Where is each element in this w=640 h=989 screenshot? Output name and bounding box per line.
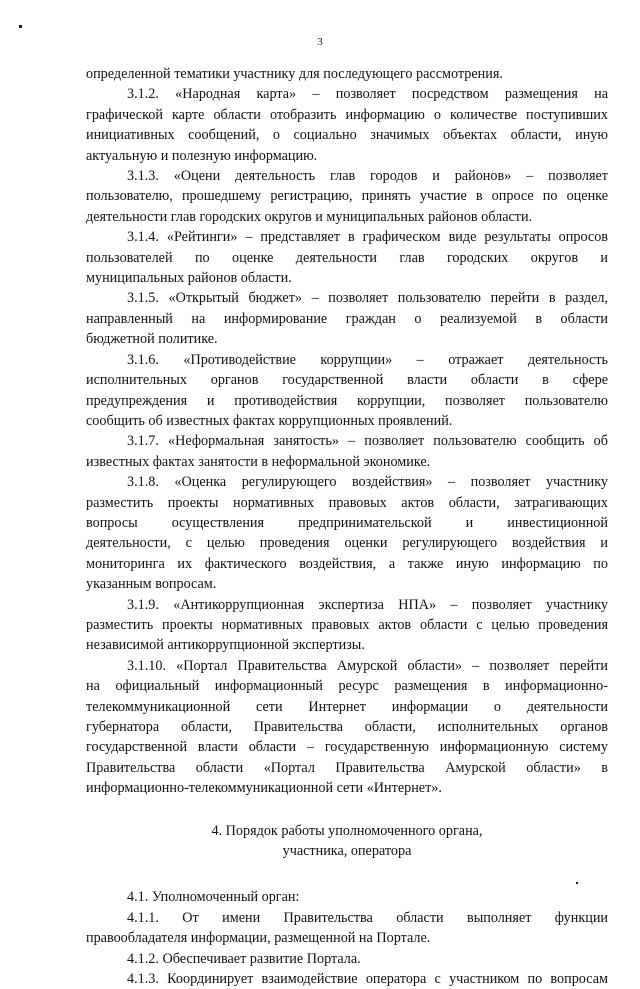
document-body bbox=[86, 64, 608, 989]
text-line: исполнительных органов государственной власти области в сфере bbox=[86, 372, 608, 389]
text-line: 3.1.9. «Антикоррупционная экспертиза НПА» – позволяет участнику bbox=[127, 596, 608, 613]
text-line: пользователей по оценке деятельности глав городских округов и bbox=[86, 249, 608, 266]
text-line: бюджетной политике. bbox=[86, 331, 218, 348]
text-line: 3.1.6. «Противодействие коррупции» – отражает деятельность bbox=[127, 351, 608, 368]
text-line: 3.1.3. «Оцени деятельность глав городов и районов» – позволяет bbox=[127, 168, 608, 185]
text-line: определенной тематики участнику для последующего рассмотрения. bbox=[86, 66, 503, 82]
text-line: информационно-телекоммуникационной сети «Интернет». bbox=[86, 780, 442, 797]
text-line: деятельности, с целью проведения оценки регулирующего воздействия и bbox=[86, 535, 608, 552]
text-line: указанным вопросам. bbox=[86, 576, 217, 593]
text-line: 4.1.3. Координирует взаимодействие оператора с участником по вопросам bbox=[127, 971, 608, 988]
text-line: губернатора области, Правительства области, исполнительных органов bbox=[86, 719, 608, 735]
section-heading-line: 4. Порядок работы уполномоченного органа, bbox=[211, 822, 483, 839]
text-line: 3.1.7. «Неформальная занятость» – позволяет пользователю сообщить об bbox=[127, 433, 608, 450]
text-line: 4.1. Уполномоченный орган: bbox=[127, 889, 300, 906]
text-line: известных фактах занятости в неформальной экономике. bbox=[86, 453, 431, 470]
page-number: 3 bbox=[317, 36, 323, 48]
text-line: 3.1.4. «Рейтинги» – представляет в графическом виде результаты опросов bbox=[127, 229, 608, 246]
text-line: телекоммуникационной сети Интернет информации о деятельности bbox=[86, 698, 608, 715]
scan-speck bbox=[19, 25, 22, 28]
text-line: 4.1.2. Обеспечивает развитие Портала. bbox=[127, 950, 361, 967]
text-line: сообщить об известных фактах коррупционных проявлений. bbox=[86, 412, 453, 429]
text-line: предупреждения и противодействия коррупции, позволяет пользователю bbox=[86, 392, 608, 409]
text-line: на официальный информационный ресурс размещения в информационно- bbox=[86, 678, 608, 695]
text-line: 3.1.2. «Народная карта» – позволяет посредством размещения на bbox=[127, 86, 608, 103]
spacer bbox=[86, 799, 608, 821]
text-line: деятельности глав городских округов и муниципальных районов области. bbox=[86, 208, 533, 225]
text-line: актуальную и полезную информацию. bbox=[86, 147, 318, 164]
spacer bbox=[86, 861, 608, 887]
text-line: разместить проекты нормативных правовых актов области, затрагивающих bbox=[86, 494, 608, 511]
text-line: независимой антикоррупционной экспертизы. bbox=[86, 637, 365, 654]
text-line: графической карте области отобразить информацию о количестве поступивших bbox=[86, 106, 608, 123]
text-line: инициативных сообщений, о социально значимых объектах области, иную bbox=[86, 127, 608, 144]
text-line: государственной власти области – государственную информационную систему bbox=[86, 739, 608, 756]
text-line: Правительства области «Портал Правительства Амурской области» в bbox=[86, 759, 608, 776]
text-line: пользователю, прошедшему регистрацию, принять участие в опросе по оценке bbox=[86, 188, 608, 205]
text-line: мониторинга их фактического воздействия, а также иную информацию по bbox=[86, 555, 608, 572]
text-line: 4.1.1. От имени Правительства области выполняет функции bbox=[127, 909, 608, 926]
text-line: вопросы осуществления предпринимательской и инвестиционной bbox=[86, 514, 608, 531]
text-line: 3.1.10. «Портал Правительства Амурской области» – позволяет перейти bbox=[127, 657, 608, 674]
text-line: разместить проекты нормативных правовых актов области с целью проведения bbox=[86, 616, 608, 633]
text-line: правообладателя информации, размещенной на Портале. bbox=[86, 930, 431, 947]
text-line: 3.1.5. «Открытый бюджет» – позволяет пользователю перейти в раздел, bbox=[127, 290, 608, 307]
text-line: муниципальных районов области. bbox=[86, 270, 292, 287]
text-line: направленный на информирование граждан о реализуемой в области bbox=[86, 310, 608, 327]
text-line: 3.1.8. «Оценка регулирующего воздействия» – позволяет участнику bbox=[127, 474, 608, 491]
section-heading-line: участника, оператора bbox=[282, 843, 412, 860]
